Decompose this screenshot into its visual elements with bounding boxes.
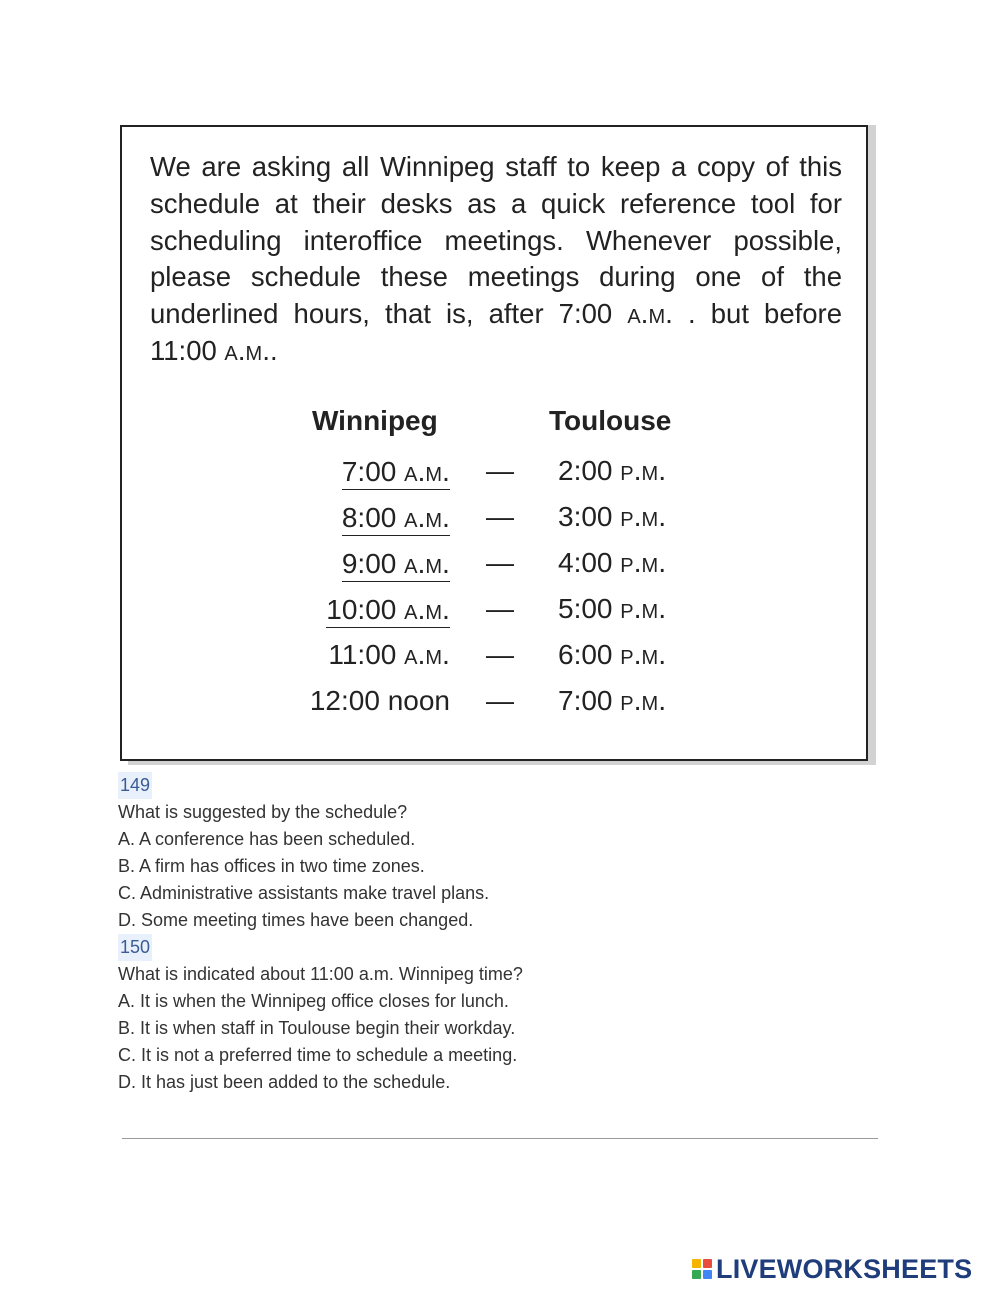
toulouse-time-value: 6:00	[558, 639, 613, 670]
brand-name: LIVEWORKSHEETS	[716, 1253, 973, 1284]
winnipeg-time-value: 12:00 noon	[309, 685, 450, 716]
row-separator: —	[486, 547, 514, 578]
schedule-row	[122, 547, 866, 589]
notice-paragraph-text-2: . but before 11:00	[150, 298, 843, 366]
toulouse-time-value: 5:00	[558, 593, 613, 624]
schedule-row	[122, 685, 866, 727]
column-header-toulouse: Toulouse	[549, 405, 672, 436]
toulouse-time	[558, 547, 666, 580]
notice-paragraph-text: We are asking all Winnipeg staff to keep a copy of this schedule at their desks as a quick reference tool for scheduling interoffice meetings. Whenever possible, please schedule these meetings during one of the underlined hours, that is, after 7:00	[150, 151, 842, 330]
answer-option[interactable]: B. A firm has offices in two time zones.	[118, 856, 425, 876]
winnipeg-time	[342, 501, 450, 536]
question-prompt: What is indicated about 11:00 a.m. Winnipeg time?	[118, 964, 523, 984]
schedule-row	[122, 593, 866, 635]
toulouse-time-suffix: p.m.	[620, 685, 667, 717]
answer-option[interactable]: A. A conference has been scheduled.	[118, 829, 416, 849]
row-separator: —	[486, 685, 514, 716]
answer-option[interactable]: D. It has just been added to the schedule.	[118, 1072, 451, 1092]
toulouse-time-suffix: p.m.	[620, 501, 667, 533]
winnipeg-time-value: 11:00	[328, 639, 397, 670]
toulouse-time	[558, 685, 666, 718]
toulouse-time	[558, 593, 666, 626]
winnipeg-time-suffix: a.m.	[404, 502, 450, 534]
winnipeg-time-value: 8:00	[341, 502, 397, 533]
winnipeg-time-suffix: a.m.	[404, 639, 450, 671]
notice-am-label: a.m.	[627, 298, 673, 330]
question-prompt: What is suggested by the schedule?	[118, 802, 408, 822]
question-number: 149	[118, 772, 152, 799]
winnipeg-time-suffix: a.m.	[404, 456, 450, 488]
toulouse-time-value: 2:00	[558, 455, 613, 486]
winnipeg-time-value: 9:00	[341, 548, 397, 579]
toulouse-time-value: 4:00	[558, 547, 613, 578]
winnipeg-time	[342, 455, 450, 490]
column-header-winnipeg: Winnipeg	[312, 405, 438, 436]
toulouse-time-value: 3:00	[558, 501, 613, 532]
toulouse-time	[558, 455, 666, 488]
answer-option[interactable]: D. Some meeting times have been changed.	[118, 910, 474, 930]
answer-option[interactable]: C. Administrative assistants make travel plans.	[118, 883, 490, 903]
winnipeg-time	[342, 547, 450, 582]
question-list	[118, 772, 818, 1096]
divider	[122, 1138, 878, 1139]
notice-paragraph: We are asking all Winnipeg staff to keep a copy of this schedule at their desks as a quick reference tool for scheduling interoffice meetings. Whenever possible, please schedule these meetings during one of the underlined hours, that is, after 7:00 a.m. . but before 11:00 a.m..	[150, 151, 843, 366]
question-number: 150	[118, 934, 152, 961]
winnipeg-time-suffix: a.m.	[404, 548, 450, 580]
toulouse-time-suffix: p.m.	[620, 455, 667, 487]
schedule-row	[122, 639, 866, 681]
winnipeg-time	[326, 593, 450, 628]
schedule-notice	[120, 125, 868, 761]
winnipeg-time	[328, 639, 450, 672]
schedule-row	[122, 455, 866, 497]
logo-square	[692, 1259, 701, 1268]
logo-square	[692, 1270, 701, 1279]
logo-square	[703, 1270, 712, 1279]
answer-option[interactable]: B. It is when staff in Toulouse begin their workday.	[118, 1018, 516, 1038]
answer-option[interactable]: C. It is not a preferred time to schedule a meeting.	[118, 1045, 518, 1065]
toulouse-time	[558, 639, 666, 672]
notice-am-label-2: a.m.	[224, 334, 271, 366]
toulouse-time-value: 7:00	[558, 685, 613, 716]
liveworksheets-logo-icon	[692, 1259, 712, 1279]
toulouse-time-suffix: p.m.	[620, 547, 667, 579]
winnipeg-time	[310, 685, 450, 717]
row-separator: —	[486, 455, 514, 486]
winnipeg-time-value: 7:00	[341, 456, 397, 487]
row-separator: —	[486, 593, 514, 624]
row-separator: —	[486, 501, 514, 532]
winnipeg-time-suffix: a.m.	[404, 594, 450, 626]
brand-logo	[692, 1255, 972, 1283]
toulouse-time-suffix: p.m.	[620, 593, 667, 625]
answer-option[interactable]: A. It is when the Winnipeg office closes for lunch.	[118, 991, 509, 1011]
logo-square	[703, 1259, 712, 1268]
toulouse-time	[558, 501, 666, 534]
winnipeg-time-value: 10:00	[326, 594, 397, 625]
schedule-row	[122, 501, 866, 543]
toulouse-time-suffix: p.m.	[620, 639, 667, 671]
row-separator: —	[486, 639, 514, 670]
